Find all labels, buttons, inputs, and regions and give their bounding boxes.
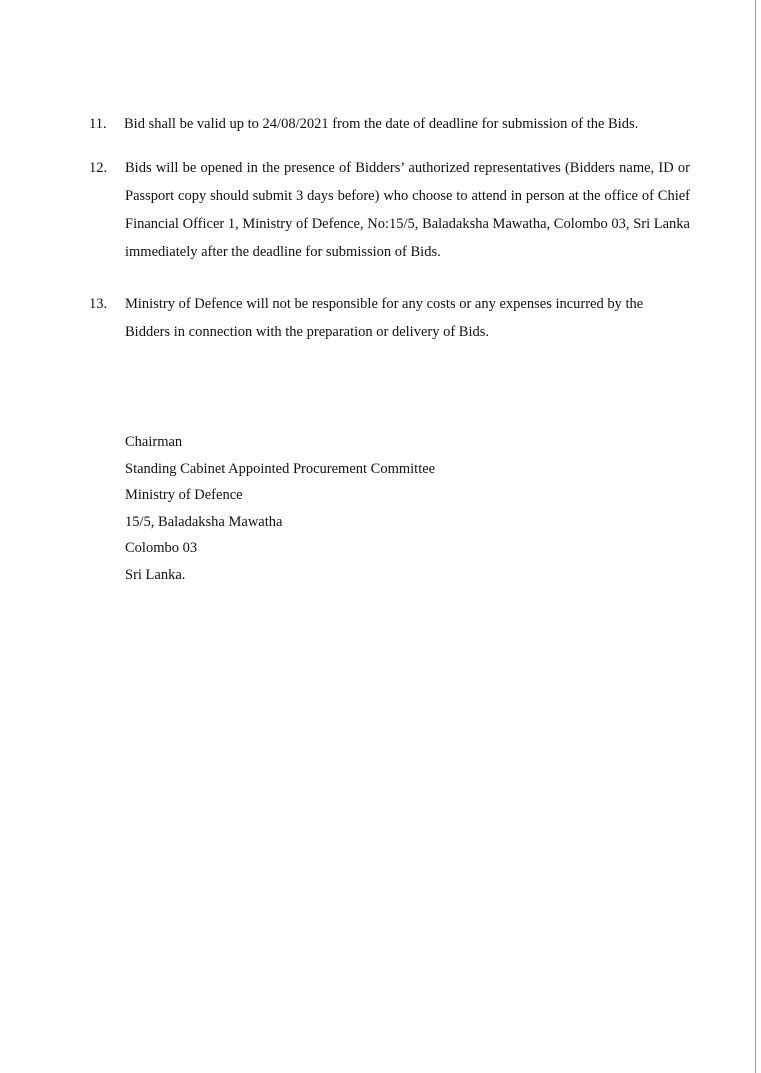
signature-block xyxy=(125,429,435,589)
signatory-title: Chairman xyxy=(125,434,183,450)
clause-number: 12. xyxy=(89,160,108,176)
clause-text: Ministry of Defence will not be responsible for any costs or any expenses incurred by the Bidders in connection with the preparation or delivery of Bids. xyxy=(125,296,644,340)
address-city: Colombo 03 xyxy=(125,540,198,557)
clause-number: 11. xyxy=(89,116,107,132)
clause-text: Bid shall be valid up to 24/08/2021 from the date of deadline for submission of the Bids. xyxy=(124,116,639,132)
committee-name: Standing Cabinet Appointed Procurement Committee xyxy=(125,460,436,477)
clause-text: Bids will be opened in the presence of Bidders’ authorized representatives (Bidders name, ID or Passport copy should submit 3 days before) who choose to attend in person at the office of Chief Financial Officer 1, Ministry of Defence, No:15/5, Baladaksha Mawatha, Colombo 03, Sri Lanka immediately after the deadline for submission of Bids. xyxy=(125,160,690,260)
address-street: 15/5, Baladaksha Mawatha xyxy=(125,513,283,530)
ministry-name: Ministry of Defence xyxy=(125,487,243,504)
clause-number: 13. xyxy=(89,296,108,312)
address-country: Sri Lanka. xyxy=(125,566,186,583)
